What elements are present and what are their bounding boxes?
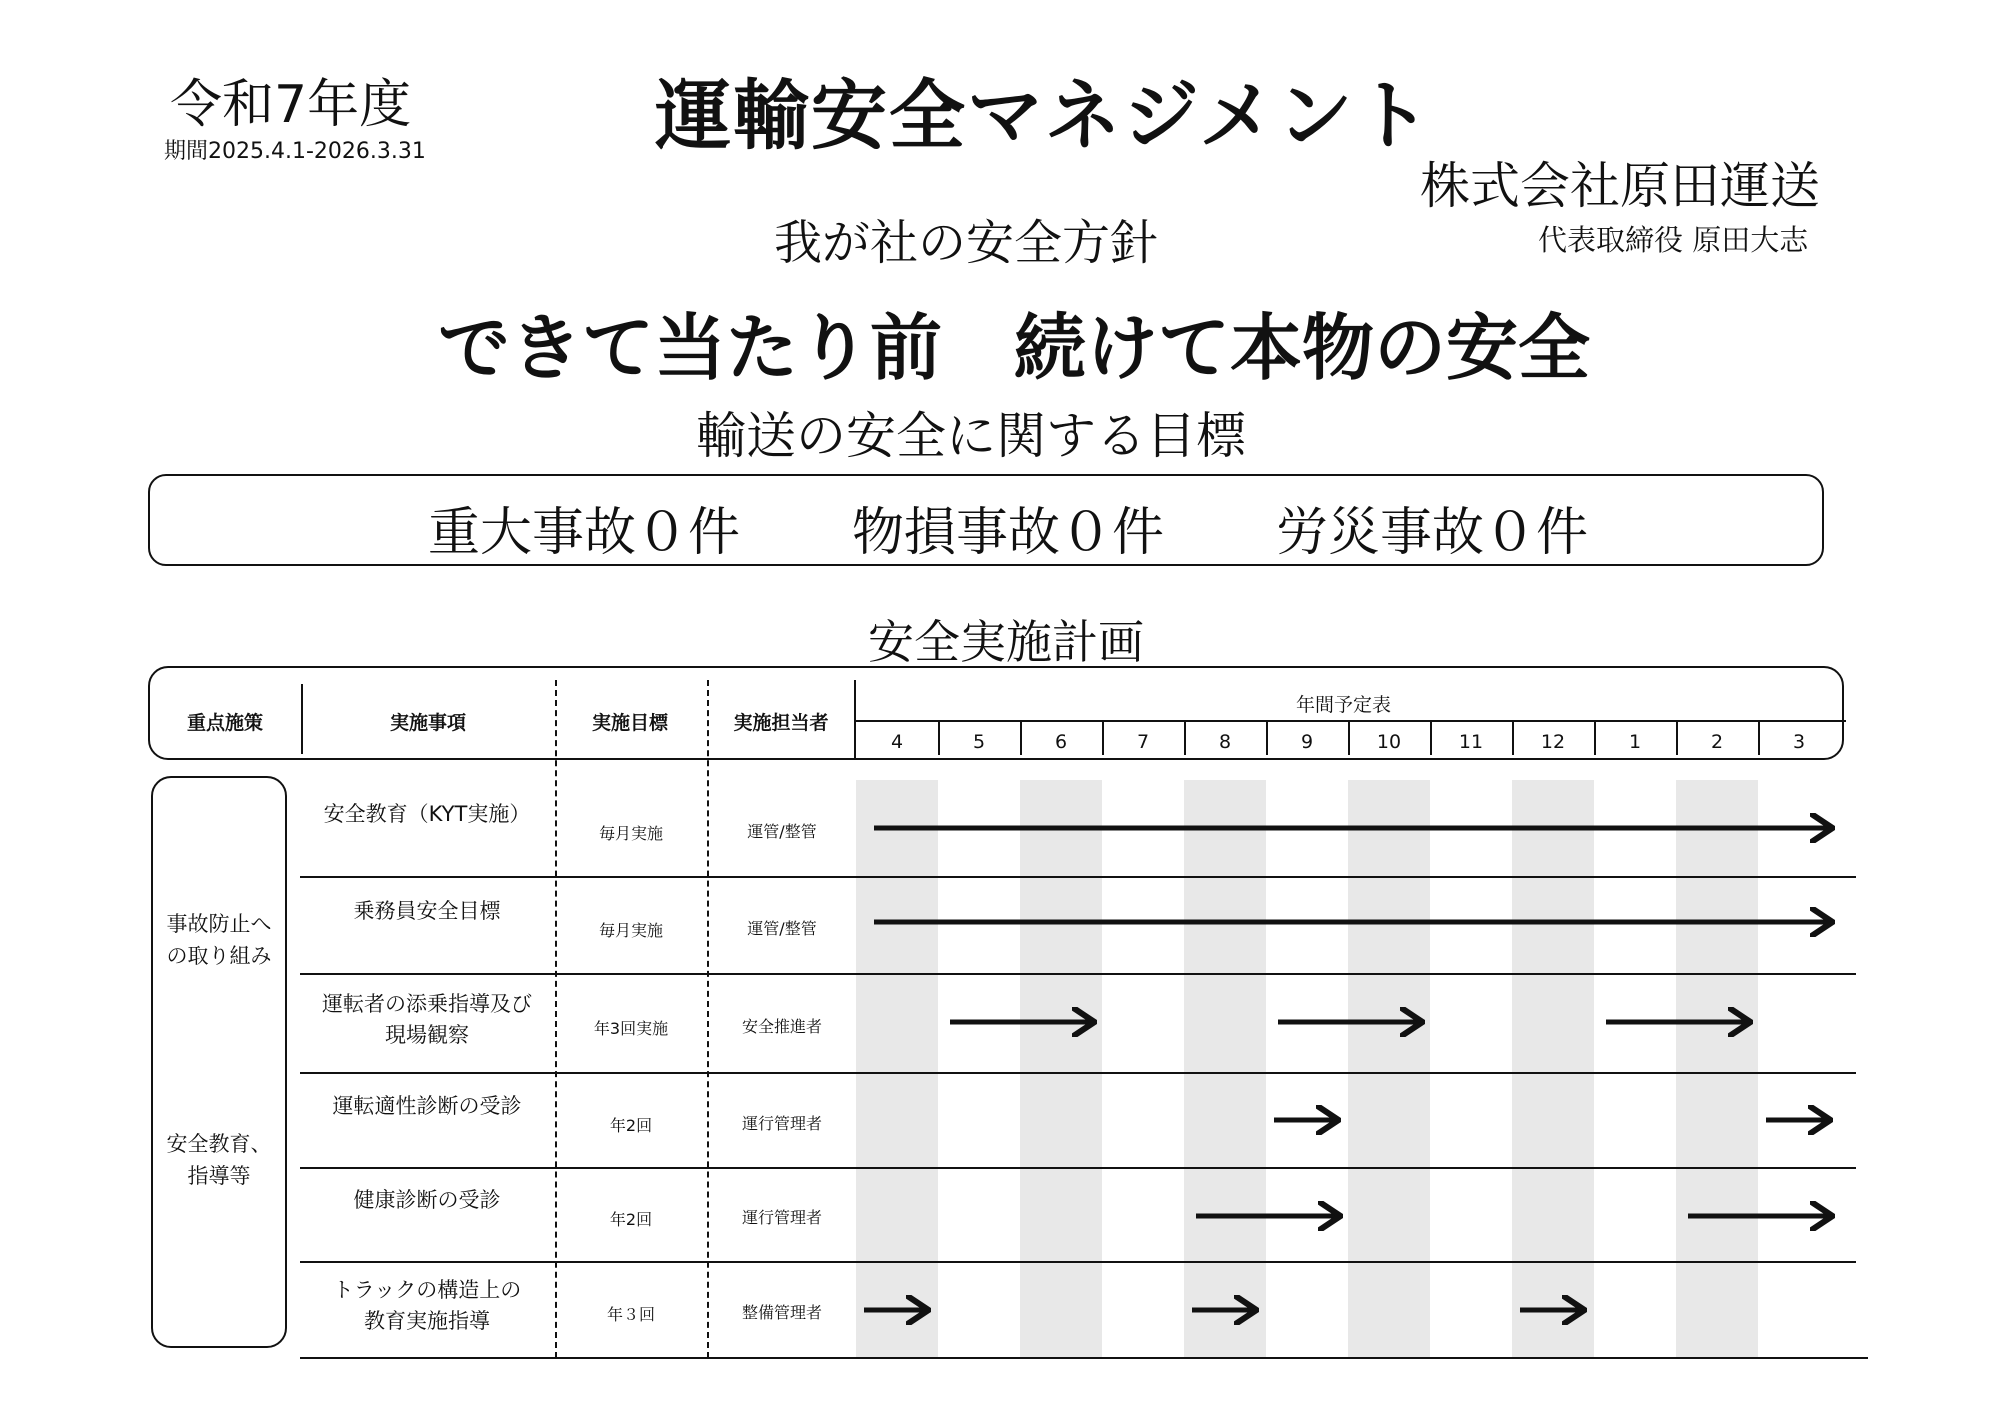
month-header-5: 5: [972, 731, 986, 753]
goal-item: 労災事故０件: [1276, 503, 1589, 563]
column-header-focus: 重点施策: [186, 712, 263, 734]
goal-item: 重大事故０件: [428, 503, 741, 563]
row-item-label: 運転適性診断の受診: [332, 1093, 522, 1118]
period: 期間2025.4.1-2026.3.31: [164, 139, 426, 164]
month-header-2: 2: [1710, 731, 1724, 753]
month-header-9: 9: [1300, 731, 1314, 753]
row-target: 年2回: [609, 1210, 653, 1229]
row-person: 運管/整管: [747, 918, 817, 938]
column-header-schedule: 年間予定表: [1295, 694, 1391, 716]
month-header-10: 10: [1376, 731, 1402, 753]
month-header-7: 7: [1136, 731, 1150, 753]
page-title: 運輸安全マネジメント: [655, 71, 1433, 160]
policy-slogan: できて当たり前 続けて本物の安全: [438, 305, 1591, 390]
row-person: 運行管理者: [741, 1208, 822, 1227]
row-target: 年2回: [609, 1115, 653, 1135]
month-header-6: 6: [1054, 731, 1068, 753]
month-header-8: 8: [1218, 731, 1232, 753]
month-header-1: 1: [1628, 731, 1642, 753]
category-label: 安全教育、 指導等: [166, 1132, 272, 1188]
row-person: 運管/整管: [747, 821, 817, 841]
fiscal-year: 令和7年度: [170, 75, 412, 135]
row-item-label: 安全教育（KYT実施）: [323, 801, 531, 826]
row-target: 毎月実施: [598, 823, 663, 843]
row-item-label: トラックの構造上の 教育実施指導: [332, 1278, 522, 1333]
row-item-label: 健康診断の受診: [353, 1188, 501, 1212]
company-name: 株式会社原田運送: [1420, 157, 1820, 215]
month-header-3: 3: [1792, 731, 1806, 753]
row-person: 運行管理者: [741, 1113, 822, 1133]
policy-heading: 我が社の安全方針: [774, 215, 1159, 271]
row-target: 年３回: [606, 1305, 655, 1324]
month-header-4: 4: [890, 731, 904, 753]
row-item-label: 運転者の添乗指導及び 現場観察: [322, 991, 532, 1047]
row-target: 毎月実施: [598, 920, 663, 940]
goal-item: 物損事故０件: [852, 503, 1165, 563]
month-header-11: 11: [1458, 731, 1484, 753]
column-header-person: 実施担当者: [733, 712, 829, 734]
row-person: 安全推進者: [741, 1016, 822, 1036]
goal-heading: 輸送の安全に関する目標: [696, 407, 1246, 465]
category-label: 事故防止へ の取り組み: [166, 912, 272, 968]
month-header-12: 12: [1540, 731, 1566, 753]
president-name: 代表取締役 原田大志: [1538, 223, 1809, 257]
row-person: 整備管理者: [741, 1303, 822, 1322]
row-item-label: 乗務員安全目標: [353, 898, 501, 923]
row-target: 年3回実施: [593, 1018, 669, 1038]
column-header-target: 実施目標: [591, 712, 668, 734]
column-header-item: 実施事項: [389, 712, 466, 734]
plan-heading: 安全実施計画: [868, 615, 1144, 669]
